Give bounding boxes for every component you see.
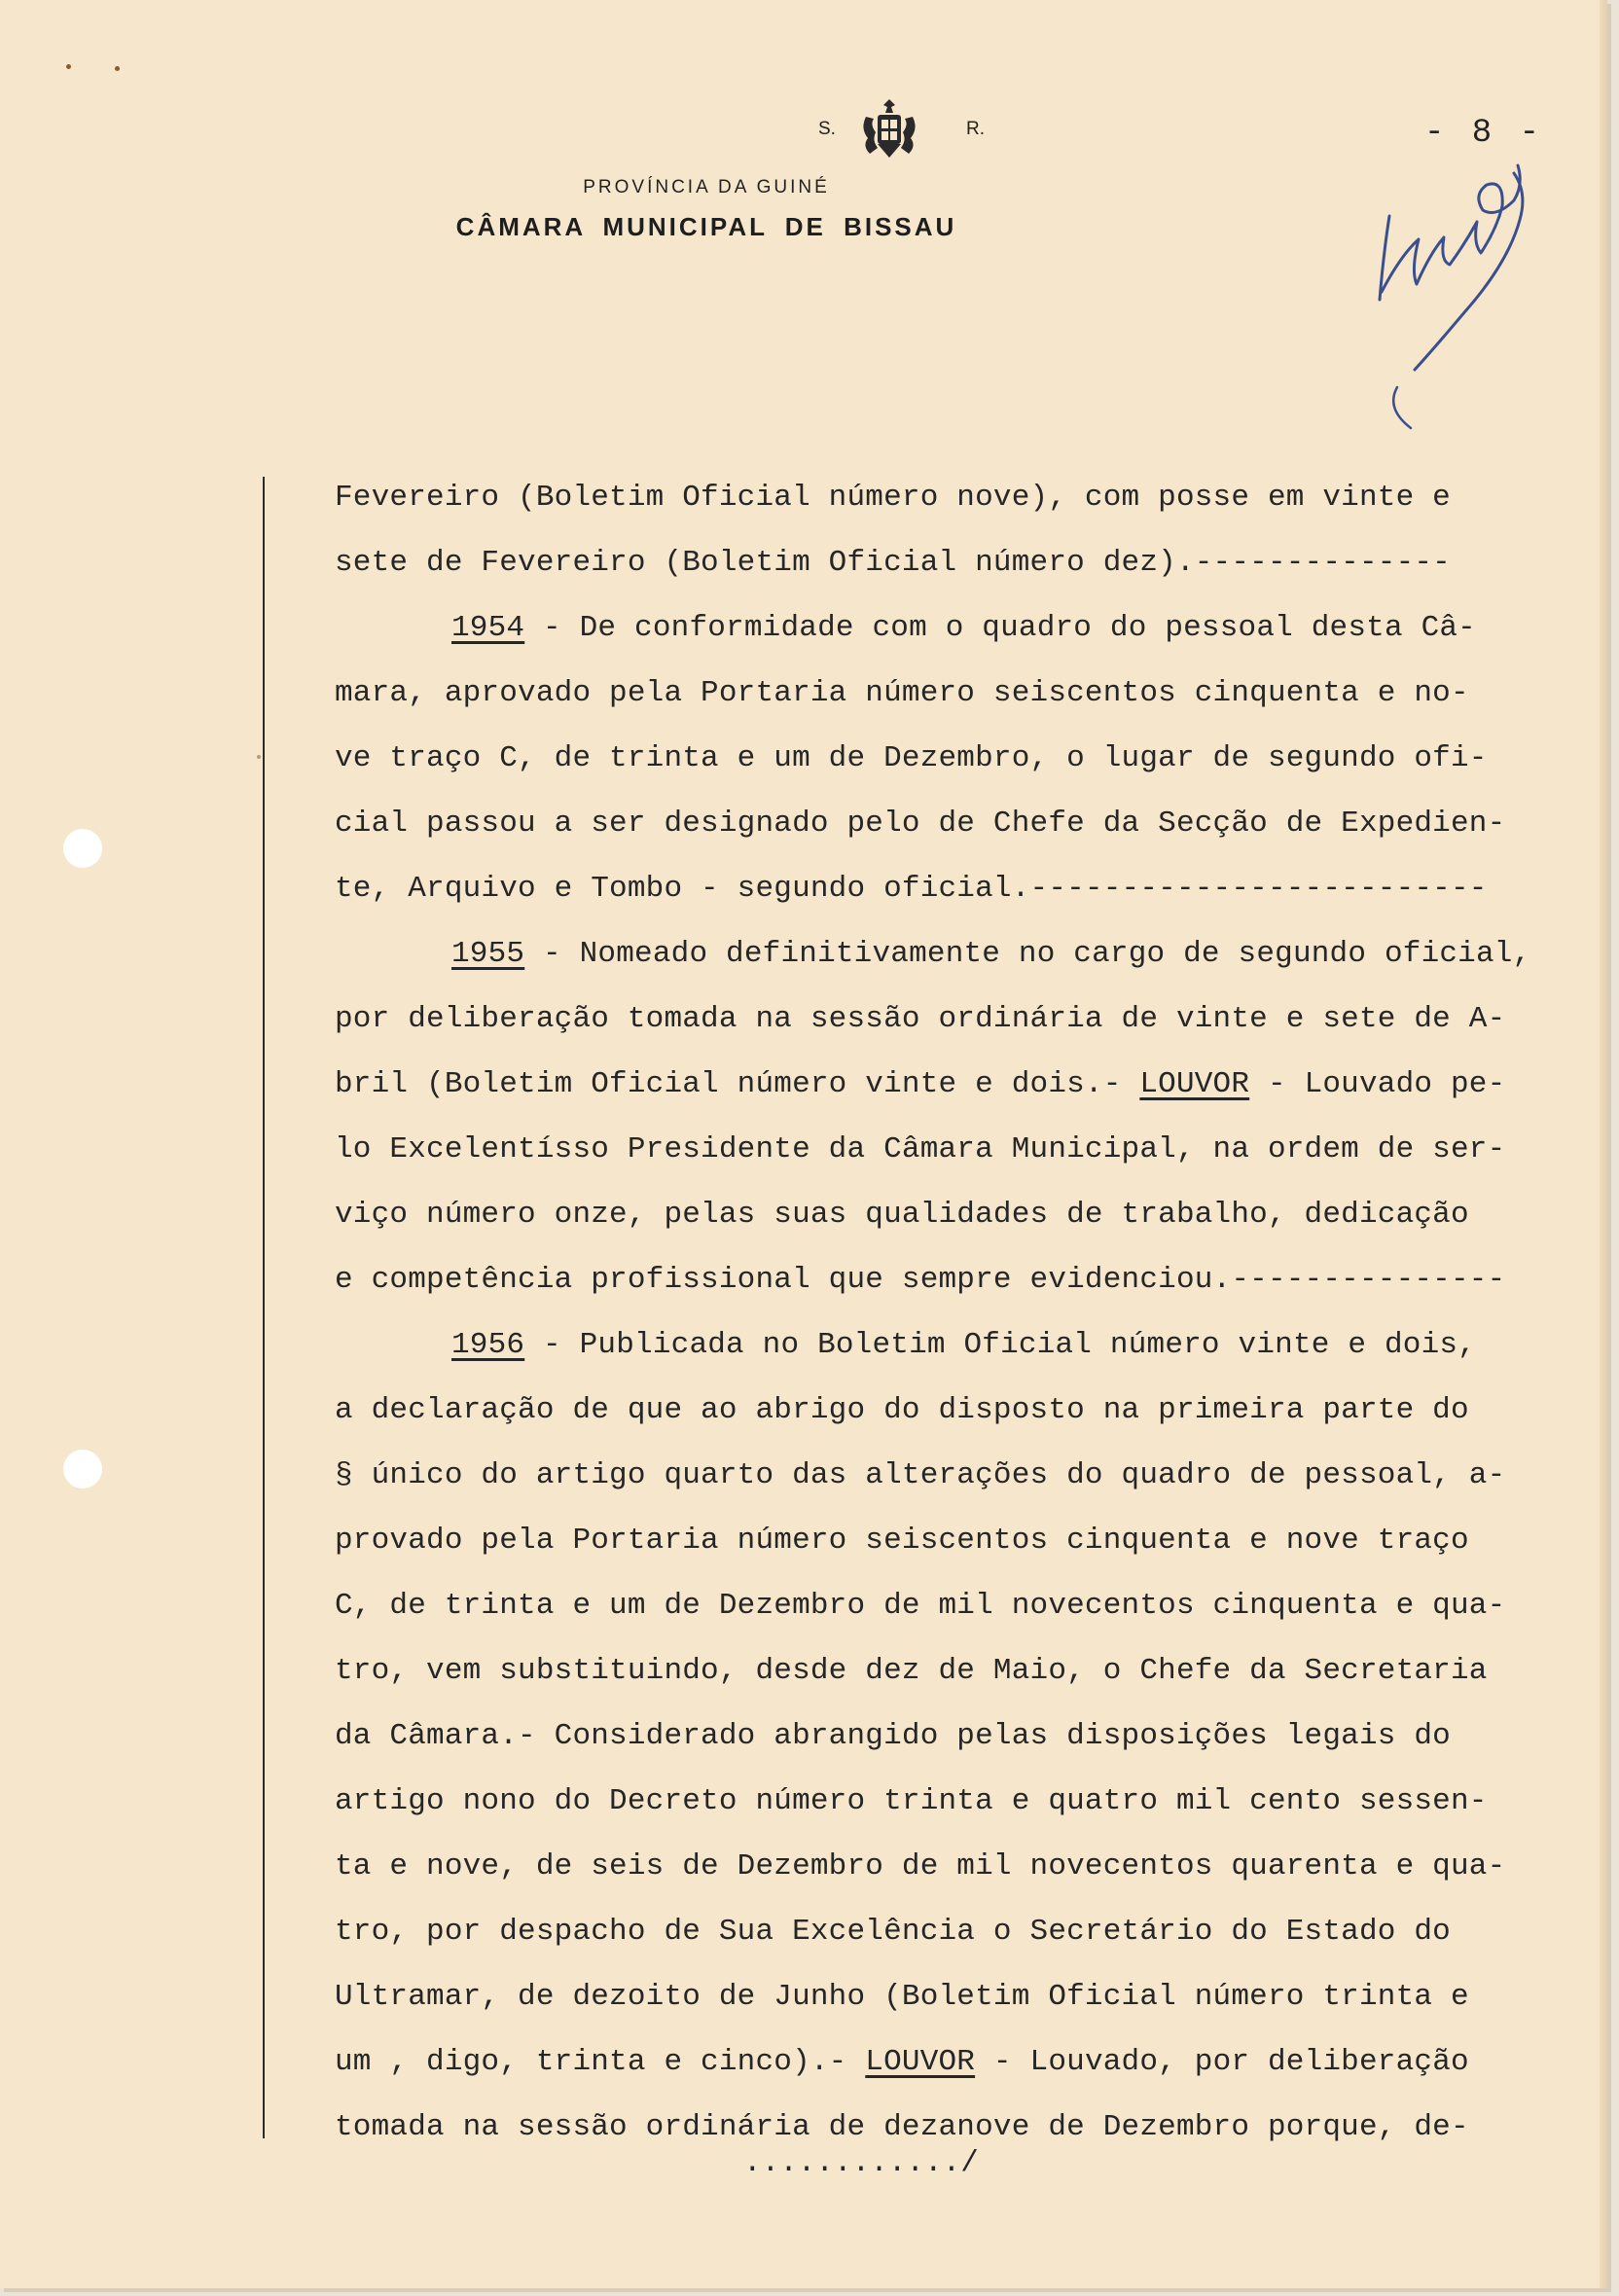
louvor-label: LOUVOR — [1139, 1067, 1250, 1101]
text-line: bril (Boletim Oficial número vinte e dois.- LOUVOR - Louvado pe- — [335, 1067, 1506, 1101]
text-line-1956: 1956 - Publicada no Boletim Oficial número vinte e dois, — [451, 1328, 1476, 1362]
text-line: e competência profissional que sempre evidenciou.--------------- — [335, 1263, 1506, 1297]
text-line: cial passou a ser designado pelo de Chefe da Secção de Expedien- — [335, 807, 1506, 841]
text-line: tomada na sessão ordinária de dezanove de Dezembro porque, de- — [335, 2110, 1469, 2144]
text-line: provado pela Portaria número seiscentos cinquenta e nove traço — [335, 1524, 1469, 1558]
chamber-heading: CÂMARA MUNICIPAL DE BISSAU — [455, 212, 957, 241]
text-line: Ultramar, de dezoito de Junho (Boletim Oficial número trinta e — [335, 1980, 1469, 2014]
header-s-mark: S. — [818, 119, 836, 139]
text-line: da Câmara.- Considerado abrangido pelas disposições legais do — [335, 1719, 1451, 1753]
text-line: C, de trinta e um de Dezembro de mil novecentos cinquenta e qua- — [335, 1589, 1506, 1623]
margin-rule — [263, 477, 265, 2138]
text-line: artigo nono do Decreto número trinta e quatro mil cento sessen- — [335, 1784, 1488, 1818]
text-line: lo Excelentísso Presidente da Câmara Municipal, na ordem de ser- — [335, 1132, 1506, 1166]
paper-speck — [115, 66, 120, 71]
text-line: por deliberação tomada na sessão ordinária de vinte e sete de A- — [335, 1002, 1506, 1036]
text-line: ve traço C, de trinta e um de Dezembro, o lugar de segundo ofi- — [335, 741, 1488, 775]
punch-hole — [63, 829, 102, 868]
text-line: § único do artigo quarto das alterações do quadro de pessoal, a- — [335, 1458, 1506, 1492]
page-edge — [1600, 0, 1607, 2288]
text-line-1955: 1955 - Nomeado definitivamente no cargo de segundo oficial, — [451, 937, 1531, 971]
louvor-label: LOUVOR — [865, 2045, 976, 2079]
continuation-mark: ............/ — [743, 2146, 979, 2180]
year-1954: 1954 — [451, 611, 525, 645]
header-r-mark: R. — [966, 119, 985, 139]
year-1956: 1956 — [451, 1328, 525, 1362]
coat-of-arms-icon — [858, 95, 920, 165]
text-line: te, Arquivo e Tombo - segundo oficial.------------------------- — [335, 872, 1488, 906]
punch-hole — [63, 1450, 102, 1489]
text-line: tro, por despacho de Sua Excelência o Secretário do Estado do — [335, 1915, 1451, 1949]
paper-speck — [66, 64, 71, 69]
text-line: ta e nove, de seis de Dezembro de mil novecentos quarenta e qua- — [335, 1849, 1506, 1883]
text-line: a declaração de que ao abrigo do disposto na primeira parte do — [335, 1393, 1469, 1427]
text-line: tro, vem substituindo, desde dez de Maio, o Chefe da Secretaria — [335, 1654, 1488, 1688]
text-line: sete de Fevereiro (Boletim Oficial número dez).-------------- — [335, 546, 1451, 580]
province-heading: PROVÍNCIA DA GUINÉ — [583, 177, 830, 197]
year-1955: 1955 — [451, 937, 525, 971]
text-line: viço número onze, pelas suas qualidades de trabalho, dedicação — [335, 1198, 1469, 1232]
document-body — [335, 465, 1600, 2160]
signature-icon — [1372, 146, 1566, 438]
page-number: - 8 - — [1424, 115, 1544, 152]
text-line: Fevereiro (Boletim Oficial número nove), com posse em vinte e — [335, 481, 1451, 515]
text-line: mara, aprovado pela Portaria número seiscentos cinquenta e no- — [335, 676, 1469, 710]
text-line-1954: 1954 - De conformidade com o quadro do pessoal desta Câ- — [451, 611, 1476, 645]
paper-speck — [257, 755, 261, 759]
text-line: um , digo, trinta e cinco).- LOUVOR - Louvado, por deliberação — [335, 2045, 1469, 2079]
